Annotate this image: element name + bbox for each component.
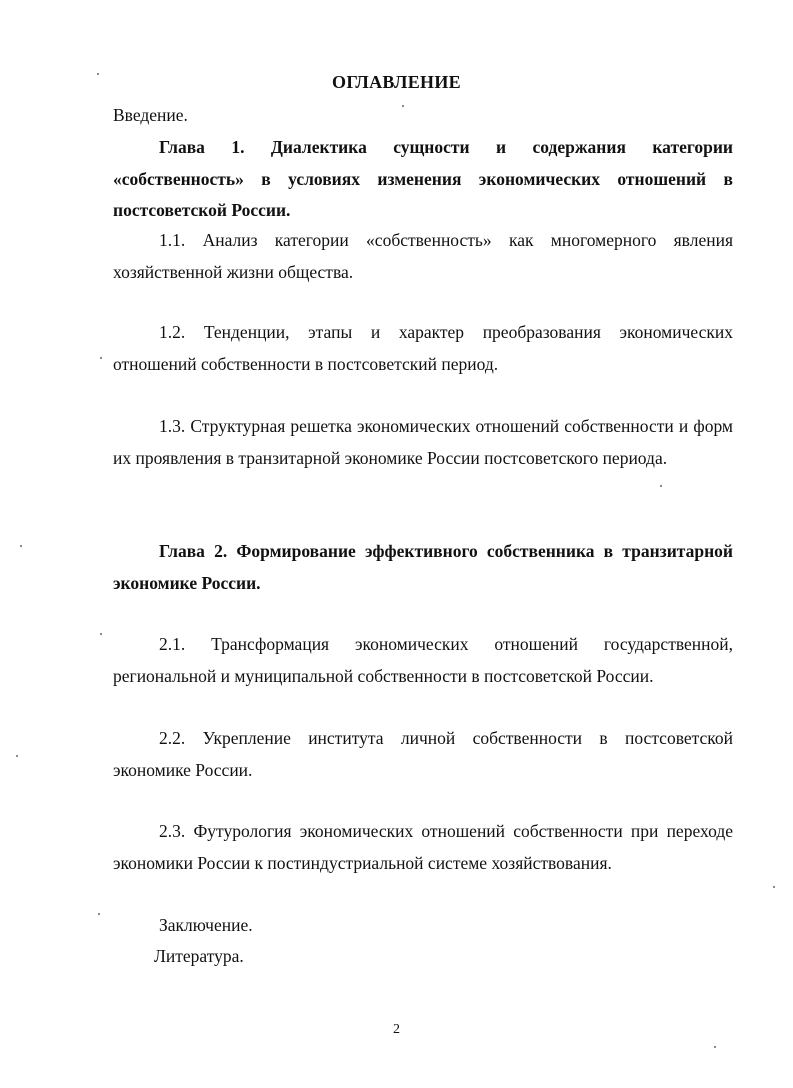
- toc-chapter-2-heading: Глава 2. Формирование эффективного собственника в транзитарной экономике России.: [113, 541, 733, 593]
- scan-speck: [97, 73, 99, 75]
- toc-section-1-3: 1.3. Структурная решетка экономических отношений собственности и форм их проявления в транзитарной экономике России постсоветского периода.: [113, 416, 733, 468]
- toc-literature: Литература.: [154, 946, 244, 966]
- toc-section-1-2: 1.2. Тенденции, этапы и характер преобразования экономических отношений собственности в постсоветский период.: [113, 322, 733, 374]
- toc-section-2-1: 2.1. Трансформация экономических отношений государственной, региональной и муниципальной собственности в постсоветской России.: [113, 634, 733, 686]
- scan-speck: [100, 633, 102, 635]
- scan-speck: [773, 886, 775, 888]
- scan-speck: [714, 1046, 716, 1048]
- scan-speck: [660, 485, 662, 487]
- scan-speck: [100, 357, 102, 359]
- toc-chapter-1-heading: Глава 1. Диалектика сущности и содержания категории «собственность» в условиях изменения экономических отношений в постсоветской России.: [113, 137, 733, 220]
- toc-section-2-3: 2.3. Футурология экономических отношений собственности при переходе экономики России к постиндустриальной системе хозяйствования.: [113, 821, 733, 873]
- scan-speck: [402, 105, 404, 107]
- scan-speck: [98, 913, 100, 915]
- toc-section-1-1: 1.1. Анализ категории «собственность» как многомерного явления хозяйственной жизни общества.: [113, 230, 733, 282]
- toc-section-2-2: 2.2. Укрепление института личной собственности в постсоветской экономике России.: [113, 728, 733, 780]
- scan-speck: [20, 545, 22, 547]
- page-number: 2: [393, 1022, 400, 1037]
- page-title: ОГЛАВЛЕНИЕ: [332, 72, 461, 92]
- toc-intro: Введение.: [113, 105, 188, 125]
- scan-speck: [16, 755, 18, 757]
- toc-conclusion: Заключение.: [159, 915, 253, 935]
